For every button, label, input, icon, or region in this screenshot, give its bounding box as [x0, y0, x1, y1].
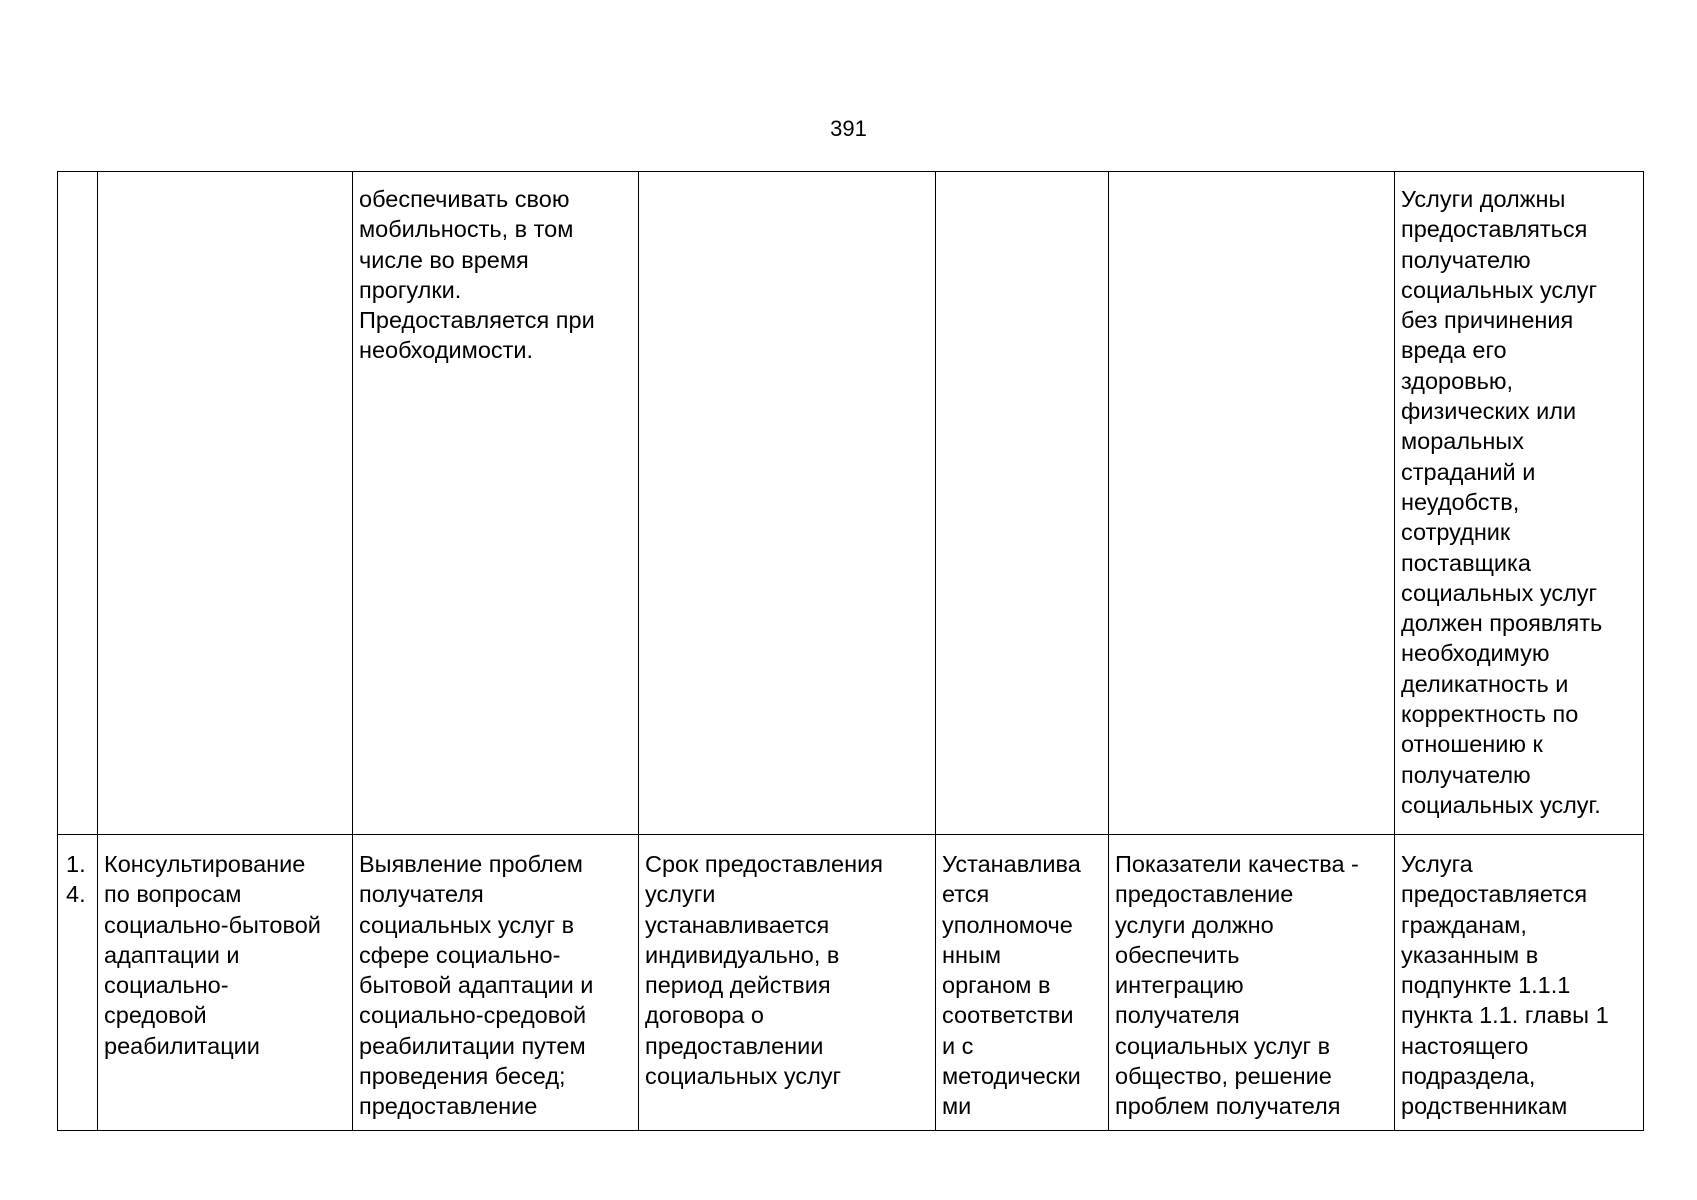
- table-row: [58, 835, 1644, 1131]
- cell-number: [58, 172, 98, 835]
- cell-quality-indicators: [1109, 172, 1395, 835]
- cell-service-term: Срок предоставления услуги устанавливается индивидуально, в период действия договора о предоставлении социальных услуг: [639, 835, 936, 1131]
- cell-service-description: Выявление проблем получателя социальных услуг в сфере социально- бытовой адаптации и социально-средовой реабилитации путем проведения бесед; предоставление: [353, 835, 639, 1131]
- cell-number: 1. 4.: [58, 835, 98, 1131]
- cell-service-description: обеспечивать свою мобильность, в том числе во время прогулки. Предоставляется при необходимости.: [353, 172, 639, 835]
- cell-service-conditions: Услуги должны предоставляться получателю социальных услуг без причинения вреда его здоровью, физических или моральных страданий и неудобств, сотрудник поставщика социальных услуг должен проявлять необходимую деликатность и корректность по отношению к получателю социальных услуг.: [1395, 172, 1644, 835]
- cell-quality-indicators: Показатели качества - предоставление услуги должно обеспечить интеграцию получателя социальных услуг в общество, решение проблем получателя: [1109, 835, 1395, 1131]
- table-row: [58, 172, 1644, 835]
- services-table: [57, 171, 1644, 1131]
- cell-service-norm: [936, 172, 1109, 835]
- page-number: 391: [830, 116, 867, 141]
- cell-service-name: Консультирование по вопросам социально-бытовой адаптации и социально- средовой реабилитации: [98, 835, 353, 1131]
- cell-service-term: [639, 172, 936, 835]
- cell-service-name: [98, 172, 353, 835]
- cell-service-conditions: Услуга предоставляется гражданам, указанным в подпункте 1.1.1 пункта 1.1. главы 1 настоящего подраздела, родственникам: [1395, 835, 1644, 1131]
- cell-service-norm: Устанавлива ется уполномоче нным органом в соответстви и с методически ми: [936, 835, 1109, 1131]
